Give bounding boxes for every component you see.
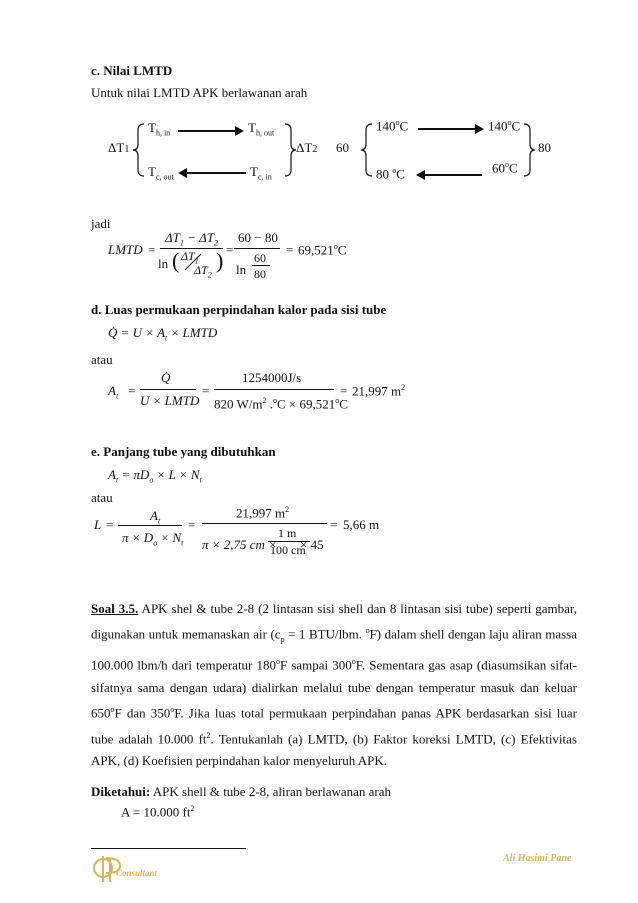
area-definition-equation: $A_t = \pi D_o \times L \times N_t$ (108, 467, 202, 485)
footer-author: Ali Hasimi Pane (503, 853, 572, 864)
fraction-line-3 (252, 265, 270, 266)
eq-sign-3: = (286, 242, 294, 257)
footer-divider (91, 848, 246, 849)
jadi-label: jadi (91, 216, 111, 231)
length-den-values: π × 2,75 cm × (202, 537, 277, 552)
tc-out-label: $T_{c, out}$ (148, 164, 174, 182)
area-result: 21,997 $m^2$ (352, 383, 406, 399)
ln-label: ln (158, 256, 169, 271)
section-c-heading: c. Nilai LMTD (91, 63, 173, 78)
eq-sign-2: = (226, 242, 234, 257)
tc-in-label: $T_{c, in}$ (250, 164, 272, 182)
atau-label-1: atau (91, 352, 113, 367)
cold-inlet-temp: 60$^o$C (492, 160, 518, 176)
area-den: U × LMTD (140, 393, 200, 408)
delta-t2-value: 80 (538, 140, 551, 155)
paren-right: ) (216, 248, 224, 273)
fraction-line-5 (214, 389, 334, 390)
area-num-values: 1254000J/s (242, 370, 302, 385)
length-lhs: L (94, 517, 102, 532)
hot-flow-arrow-2 (418, 128, 482, 130)
eq-sign-9: = (330, 517, 338, 532)
length-den: $\pi \times D_o \times N_t$ (122, 530, 184, 548)
ln-frac-bot: 80 (254, 267, 266, 281)
right-brace-icon-2 (522, 122, 536, 178)
soal-line-6: tube adalah 10.000 $ft^2$. Tentukanlah (a) LMTD, (b) Faktor koreksi LMTD, (c) Efektivitas (91, 730, 577, 746)
lmtd-num-values: 60 − 80 (238, 230, 278, 245)
lmtd-numerator: $\Delta T_1 - \Delta T_2$ (165, 230, 219, 248)
area-lhs: $A_t$ (108, 383, 119, 401)
eq-sign-6: = (340, 383, 348, 398)
soal-label: Soal 3.5. (91, 601, 139, 616)
lmtd-result: 69,521$^o$C (298, 242, 347, 258)
eq-sign-7: = (106, 517, 114, 532)
soal-paragraph (91, 598, 577, 772)
eq-sign-8: = (188, 517, 196, 532)
hot-outlet-temp: 140$^o$C (488, 118, 521, 134)
left-brace-icon-2 (360, 122, 374, 178)
soal-line-1: Soal 3.5. APK shel & tube 2-8 (2 lintasan sisi shell dan 8 lintasan sisi tube) seperti gambar, (91, 601, 577, 616)
hot-flow-arrow (178, 130, 242, 132)
atau-label-2: atau (91, 490, 113, 505)
area-given: A = 10.000 $ft^2$ (121, 804, 195, 820)
ln-dt2: $\Delta T_2$ (194, 263, 212, 280)
length-num-values: 21,997 $m^2$ (236, 505, 290, 521)
soal-line-7: APK, (d) Koefisien perpindahan kalor menyeluruh APK. (91, 753, 388, 769)
right-brace-icon (283, 122, 297, 178)
diketahui-line: Diketahui: APK shell & tube 2-8, aliran berlawanan arah (91, 784, 392, 799)
soal-line-5: 650$^o$F dan 350$^o$F. Jika luas total permukaan perpindahan panas APK berdasarkan sisi luar (91, 705, 578, 721)
th-out-label: $T_{h, out}$ (248, 120, 275, 138)
eq-sign-4: = (128, 383, 136, 398)
fraction-line-4 (140, 389, 196, 390)
fraction-line-6 (118, 525, 182, 526)
ln-frac-top: 60 (254, 251, 266, 265)
section-c-intro: Untuk nilai LMTD APK berlawanan arah (91, 85, 308, 100)
fraction-line-7 (202, 523, 327, 524)
soal-line-4: sifatnya sama dengan udara) dialirkan melalui tube dengan temperatur masuk dan keluar (91, 679, 577, 695)
cold-flow-arrow-2 (418, 174, 482, 176)
delta-t1-value: 60 (336, 140, 349, 155)
fraction-line-2 (234, 248, 280, 249)
left-brace-icon (132, 122, 146, 178)
ln-label-2: ln (236, 262, 247, 277)
cold-outlet-temp: 80 $^o$C (376, 166, 405, 182)
paren-left: ( (172, 248, 180, 273)
length-num: $A_t$ (150, 508, 161, 526)
inner-frac-top: 1 m (278, 526, 297, 540)
eq-sign: = (148, 242, 156, 257)
eq-sign-5: = (202, 383, 210, 398)
section-d-heading: d. Luas permukaan perpindahan kalor pada sisi tube (91, 302, 387, 317)
lmtd-lhs: LMTD (108, 242, 143, 257)
length-result: 5,66 m (343, 517, 380, 532)
ln-dt1: $\Delta T_1$ (181, 249, 199, 266)
soal-line-2: digunakan untuk memanaskan air ($c_p = 1$ BTU/lbm. $^o$F) dalam shell dengan laju aliran massa (91, 626, 578, 645)
section-e-heading: e. Panjang tube yang dibutuhkan (91, 444, 276, 459)
heat-rate-equation: Q̇ = $U \times A_t$ × LMTD (108, 325, 218, 343)
th-in-label: $T_{h, in}$ (148, 120, 171, 138)
hot-inlet-temp: 140$^o$C (376, 118, 409, 134)
length-den-tail: × 45 (300, 537, 324, 552)
cold-flow-arrow (180, 172, 246, 174)
soal-line-3: 100.000 lbm/h dari temperatur 180$^o$F sampai 300$^o$F. Sementara gas asap (diasumsikan sifat- (91, 657, 577, 673)
area-num: Q̇ (161, 370, 171, 385)
delta-t1-label: ΔT1 (108, 140, 130, 155)
area-den-values: 820 $W/m^2$ $.^oC \times 69,521^oC$ (214, 396, 348, 412)
inner-frac-bot: 100 cm (270, 543, 306, 557)
delta-t2-label: ΔT2 (296, 140, 318, 155)
logo-text: Consultant (116, 868, 158, 878)
